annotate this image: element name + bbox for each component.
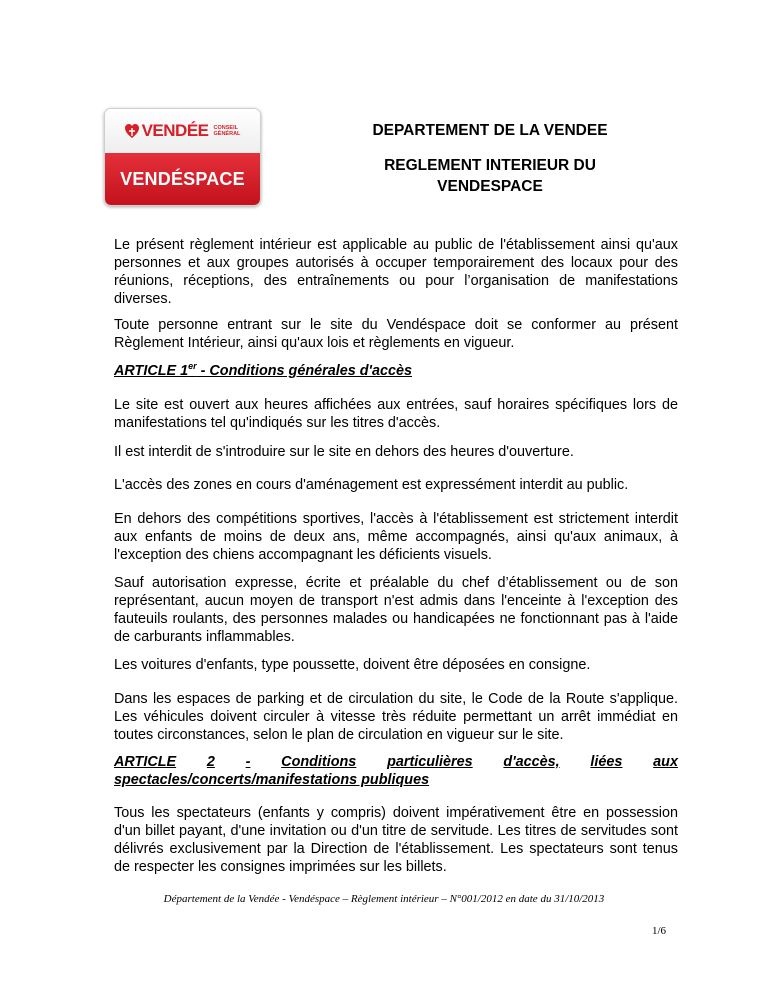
article-2-paragraph: Tous les spectateurs (enfants y compris) doivent impérativement être en possession d'un billet payant, d'une invitation ou d'un titre de servitude. Les titres de servitudes sont délivrés exclusivement par la Direction de l'établissement. Les spectateurs sont tenus de respecter les consignes imprimées sur les billets.	[114, 805, 678, 875]
article-1-superscript: er	[188, 361, 197, 372]
logo-brand-text: VENDÉE	[141, 121, 209, 140]
article-2-word: Conditions	[281, 754, 357, 770]
article-2-word: 2	[206, 754, 215, 770]
article-2-heading-line-2: spectacles/concerts/manifestations publiques	[114, 772, 430, 788]
intro-paragraph-2: Toute personne entrant sur le site du Vendéspace doit se conformer au présent Règlement Intérieur, ainsi qu'aux lois et règlements en vigueur.	[114, 317, 678, 351]
logo-sub-line1: CONSEIL	[213, 125, 238, 131]
title-line-1: REGLEMENT INTERIEUR DU	[384, 157, 596, 174]
page-number: 1/6	[651, 925, 666, 937]
article-1-paragraph: Dans les espaces de parking et de circulation du site, le Code de la Route s'applique. Les véhicules doivent circuler à vitesse très réduite permettant un arrêt immédiat en toutes circonstances, selon le plan de circulation en vigueur sur le site.	[114, 691, 678, 743]
article-1-paragraph: En dehors des compétitions sportives, l'accès à l'établissement est strictement interdit aux enfants de moins de deux ans, même accompagnés, ainsi qu'aux animaux, à l'exception des chiens accompagnant les déficients visuels.	[114, 511, 678, 563]
article-1-number: ARTICLE 1	[114, 363, 189, 379]
logo-sub-line2: GÉNÉRAL	[213, 131, 241, 137]
article-2-heading-line-1	[114, 753, 678, 771]
logo-product-text: VENDÉSPACE	[120, 168, 245, 189]
article-2-word: d'accès,	[503, 754, 560, 770]
intro-paragraph-1: Le présent règlement intérieur est applicable au public de l'établissement ainsi qu'aux personnes et aux groupes autorisés à occuper temporairement des locaux pour des réunions, réceptions, des entraînements ou pour l’organisation de manifestations diverses.	[114, 237, 678, 307]
article-1-paragraph: Les voitures d'enfants, type poussette, doivent être déposées en consigne.	[114, 657, 591, 673]
article-2-word: ARTICLE	[114, 754, 177, 770]
article-1-paragraph: Il est interdit de s'introduire sur le site en dehors des heures d'ouverture.	[114, 444, 574, 460]
title-line-2: VENDESPACE	[437, 178, 543, 195]
article-2-word: particulières	[387, 754, 473, 770]
article-1-paragraph: Sauf autorisation expresse, écrite et préalable du chef d’établissement ou de son représentant, aucun moyen de transport n'est admis dans l'enceinte à l'exception des fauteuils roulants, des personnes malades ou handicapées ne fonctionnant pas à l'aide de carburants inflammables.	[114, 575, 678, 645]
logo-subtitle	[214, 125, 241, 137]
article-2-word: -	[245, 754, 251, 770]
logo-bottom-band	[105, 153, 260, 205]
article-2-word: aux	[653, 754, 678, 770]
article-1-heading	[114, 362, 678, 380]
logo-top-band	[105, 109, 260, 153]
page-footer: Département de la Vendée - Vendéspace – Règlement intérieur – N°001/2012 en date du 31/10/2013	[163, 893, 605, 905]
department-heading: DEPARTEMENT DE LA VENDEE	[372, 122, 608, 139]
article-1-title: - Conditions générales d'accès	[196, 363, 412, 379]
article-1-paragraph: Le site est ouvert aux heures affichées aux entrées, sauf horaires spécifiques lors de manifestations tel qu'indiqués sur les titres d'accès.	[114, 397, 678, 431]
article-2-word: liées	[590, 754, 623, 770]
article-1-paragraph: L'accès des zones en cours d'aménagement est expressément interdit au public.	[114, 477, 629, 493]
vendee-heart-emblem-icon	[125, 123, 139, 139]
vendee-logo	[104, 108, 261, 206]
